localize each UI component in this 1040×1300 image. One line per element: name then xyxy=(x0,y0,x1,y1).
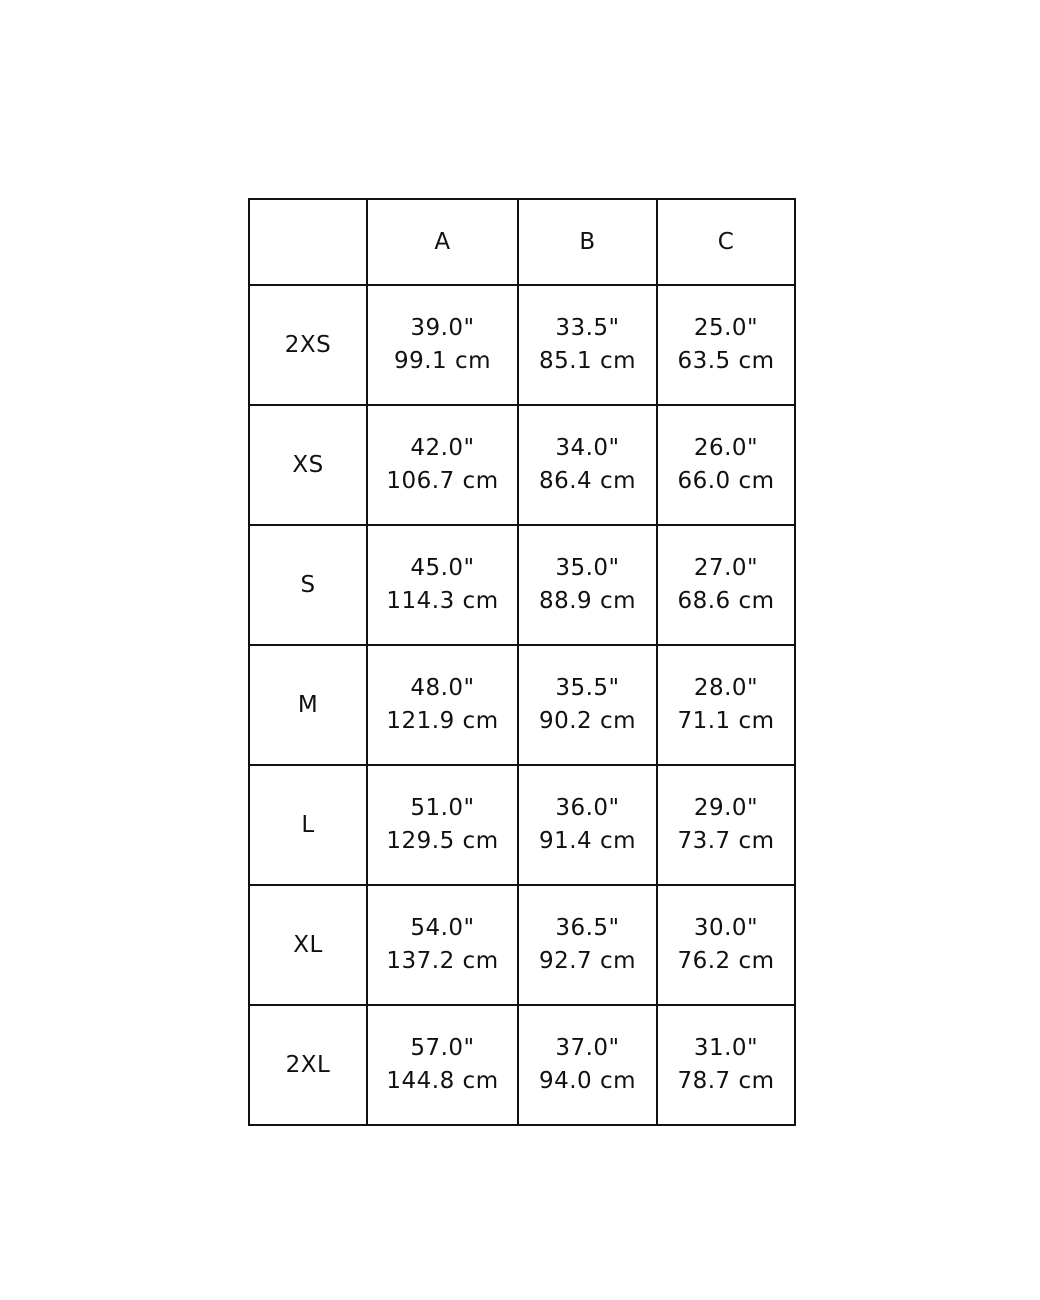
measurement-cell xyxy=(657,645,795,765)
size-label: 2XS xyxy=(249,285,367,405)
table-header-row xyxy=(249,199,795,285)
measurement-cell xyxy=(367,885,518,1005)
measurement-cell xyxy=(367,1005,518,1125)
inches-value: 29.0" xyxy=(693,795,759,821)
cm-value: 90.2 cm xyxy=(538,708,637,734)
cm-value: 66.0 cm xyxy=(677,468,775,494)
cm-value: 106.7 cm xyxy=(386,468,499,494)
table-row xyxy=(249,405,795,525)
measurement-cell xyxy=(518,405,657,525)
cm-value: 94.0 cm xyxy=(538,1068,637,1094)
measurement-cell xyxy=(518,765,657,885)
size-chart-table xyxy=(248,198,796,1126)
cm-value: 91.4 cm xyxy=(538,828,637,854)
inches-value: 30.0" xyxy=(693,915,759,941)
cm-value: 121.9 cm xyxy=(386,708,499,734)
measurement-cell xyxy=(518,1005,657,1125)
cm-value: 73.7 cm xyxy=(677,828,775,854)
cm-value: 99.1 cm xyxy=(393,348,492,374)
inches-value: 57.0" xyxy=(410,1035,475,1061)
size-label: M xyxy=(249,645,367,765)
cm-value: 114.3 cm xyxy=(386,588,499,614)
cm-value: 92.7 cm xyxy=(538,948,637,974)
inches-value: 45.0" xyxy=(410,555,475,581)
inches-value: 48.0" xyxy=(410,675,475,701)
inches-value: 25.0" xyxy=(693,315,759,341)
inches-value: 37.0" xyxy=(555,1035,620,1061)
cm-value: 86.4 cm xyxy=(538,468,637,494)
measurement-cell xyxy=(657,1005,795,1125)
inches-value: 36.0" xyxy=(555,795,620,821)
cm-value: 76.2 cm xyxy=(677,948,775,974)
inches-value: 27.0" xyxy=(693,555,759,581)
measurement-cell xyxy=(367,405,518,525)
measurement-cell xyxy=(657,405,795,525)
table-row xyxy=(249,285,795,405)
measurement-cell xyxy=(518,645,657,765)
header-cell-c: C xyxy=(657,199,795,285)
measurement-cell xyxy=(657,765,795,885)
inches-value: 54.0" xyxy=(410,915,475,941)
cm-value: 137.2 cm xyxy=(386,948,499,974)
header-cell-b: B xyxy=(518,199,657,285)
measurement-cell xyxy=(518,285,657,405)
cm-value: 88.9 cm xyxy=(538,588,637,614)
measurement-cell xyxy=(657,285,795,405)
measurement-cell xyxy=(367,765,518,885)
size-label: S xyxy=(249,525,367,645)
cm-value: 85.1 cm xyxy=(538,348,637,374)
cm-value: 129.5 cm xyxy=(386,828,499,854)
table-row xyxy=(249,765,795,885)
size-label: 2XL xyxy=(249,1005,367,1125)
cm-value: 63.5 cm xyxy=(677,348,775,374)
cm-value: 71.1 cm xyxy=(677,708,775,734)
inches-value: 36.5" xyxy=(555,915,620,941)
inches-value: 31.0" xyxy=(693,1035,759,1061)
measurement-cell xyxy=(367,525,518,645)
inches-value: 35.5" xyxy=(555,675,620,701)
inches-value: 42.0" xyxy=(410,435,475,461)
measurement-cell xyxy=(367,645,518,765)
cm-value: 68.6 cm xyxy=(677,588,775,614)
cm-value: 78.7 cm xyxy=(677,1068,775,1094)
measurement-cell xyxy=(657,525,795,645)
measurement-cell xyxy=(518,885,657,1005)
size-label: XS xyxy=(249,405,367,525)
inches-value: 28.0" xyxy=(693,675,759,701)
measurement-cell xyxy=(367,285,518,405)
table-row xyxy=(249,525,795,645)
measurement-cell xyxy=(518,525,657,645)
inches-value: 33.5" xyxy=(555,315,620,341)
table-row xyxy=(249,645,795,765)
size-label: L xyxy=(249,765,367,885)
inches-value: 39.0" xyxy=(410,315,475,341)
inches-value: 35.0" xyxy=(555,555,620,581)
inches-value: 34.0" xyxy=(555,435,620,461)
header-cell-corner xyxy=(249,199,367,285)
cm-value: 144.8 cm xyxy=(386,1068,499,1094)
table-row xyxy=(249,885,795,1005)
inches-value: 51.0" xyxy=(410,795,475,821)
measurement-cell xyxy=(657,885,795,1005)
inches-value: 26.0" xyxy=(693,435,759,461)
size-label: XL xyxy=(249,885,367,1005)
header-cell-a: A xyxy=(367,199,518,285)
table-row xyxy=(249,1005,795,1125)
